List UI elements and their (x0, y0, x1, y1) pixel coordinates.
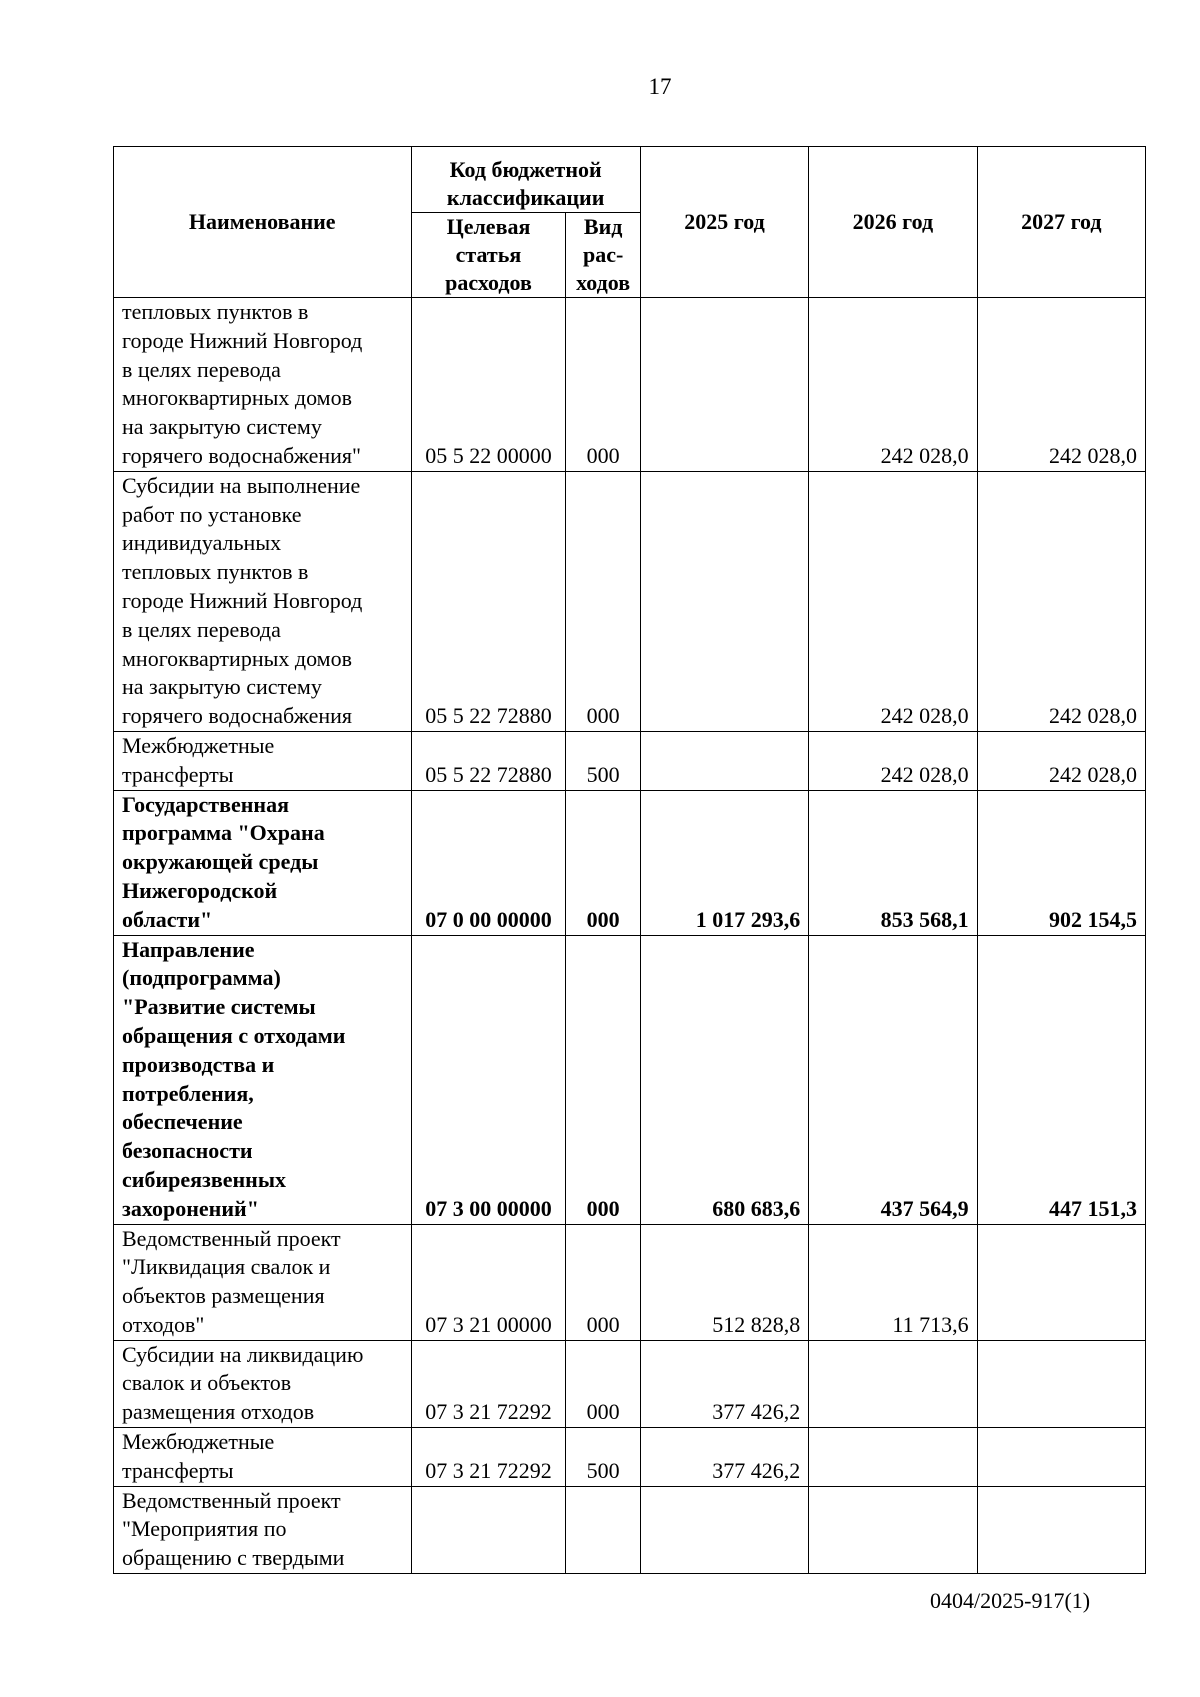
cell-name (114, 1340, 412, 1427)
cell-target-article: 05 5 22 72880 (411, 731, 566, 790)
cell-expense-type: 000 (566, 298, 640, 472)
table-row (114, 935, 1146, 1224)
row-name-text: Ведомственный проект "Ликвидация свалок и объектов размещения отходов" (122, 1225, 341, 1337)
cell-2025 (640, 471, 808, 731)
table-row (114, 731, 1146, 790)
header-year-2025: 2025 год (640, 147, 808, 298)
cell-name (114, 471, 412, 731)
cell-2025: 512 828,8 (640, 1224, 808, 1340)
cell-2026: 242 028,0 (809, 298, 977, 472)
row-name-text: Государственная программа "Охрана окружающей среды Нижегородской области" (122, 791, 325, 932)
cell-2026: 242 028,0 (809, 471, 977, 731)
cell-2027: 242 028,0 (977, 471, 1145, 731)
cell-name (114, 298, 412, 472)
cell-expense-type: 000 (566, 790, 640, 935)
header-budget-code: Код бюджетной классификации (411, 147, 640, 213)
table-row (114, 790, 1146, 935)
cell-expense-type: 500 (566, 731, 640, 790)
cell-2026: 853 568,1 (809, 790, 977, 935)
cell-target-article: 07 3 21 00000 (411, 1224, 566, 1340)
cell-2027: 242 028,0 (977, 731, 1145, 790)
cell-name (114, 731, 412, 790)
header-year-2026: 2026 год (809, 147, 977, 298)
cell-target-article: 05 5 22 00000 (411, 298, 566, 472)
header-year-2027: 2027 год (977, 147, 1145, 298)
cell-2026: 11 713,6 (809, 1224, 977, 1340)
cell-2027 (977, 1224, 1145, 1340)
cell-2025 (640, 298, 808, 472)
cell-2025: 1 017 293,6 (640, 790, 808, 935)
cell-expense-type: 500 (566, 1428, 640, 1487)
document-code: 0404/2025-917(1) (930, 1588, 1091, 1613)
table-row (114, 1340, 1146, 1427)
cell-2027 (977, 1428, 1145, 1487)
cell-target-article: 05 5 22 72880 (411, 471, 566, 731)
cell-name (114, 1428, 412, 1487)
cell-expense-type: 000 (566, 1224, 640, 1340)
cell-name (114, 935, 412, 1224)
row-name-text: Субсидии на ликвидацию свалок и объектов размещения отходов (122, 1341, 364, 1425)
table-row (114, 1224, 1146, 1340)
cell-2026 (809, 1428, 977, 1487)
row-name-text: Межбюджетные трансферты (122, 732, 275, 787)
cell-name (114, 1224, 412, 1340)
row-name-text: Направление (подпрограмма) "Развитие системы обращения с отходами производства и потребления, обеспечение безопасности сибиреязвенных захоронений" (122, 936, 346, 1221)
cell-2026 (809, 1340, 977, 1427)
cell-2026 (809, 1486, 977, 1573)
cell-expense-type (566, 1486, 640, 1573)
budget-table (113, 146, 1146, 1574)
cell-target-article: 07 3 00 00000 (411, 935, 566, 1224)
table-row (114, 1428, 1146, 1487)
page-number: 17 (648, 74, 672, 99)
cell-2026: 242 028,0 (809, 731, 977, 790)
row-name-text: тепловых пунктов в городе Нижний Новгород в целях перевода многоквартирных домов на закрытую систему горячего водоснабжения" (122, 299, 363, 468)
cell-2026: 437 564,9 (809, 935, 977, 1224)
row-name-text: Ведомственный проект "Мероприятия по обращению с твердыми (122, 1487, 345, 1571)
cell-2025: 377 426,2 (640, 1428, 808, 1487)
row-name-text: Субсидии на выполнение работ по установке индивидуальных тепловых пунктов в городе Нижний Новгород в целях перевода многоквартирных домов на закрытую систему горячего водоснабжения (122, 472, 363, 729)
table-row (114, 1486, 1146, 1573)
header-name: Наименование (114, 147, 412, 298)
table-row (114, 471, 1146, 731)
cell-expense-type: 000 (566, 935, 640, 1224)
cell-2025 (640, 731, 808, 790)
row-name-text: Межбюджетные трансферты (122, 1429, 275, 1483)
cell-target-article: 07 3 21 72292 (411, 1428, 566, 1487)
cell-2025: 377 426,2 (640, 1340, 808, 1427)
cell-2027: 242 028,0 (977, 298, 1145, 472)
cell-2027: 902 154,5 (977, 790, 1145, 935)
header-target-article: Целевая статья расходов (411, 213, 566, 298)
cell-2025 (640, 1486, 808, 1573)
cell-target-article (411, 1486, 566, 1573)
cell-target-article: 07 3 21 72292 (411, 1340, 566, 1427)
cell-2027 (977, 1486, 1145, 1573)
cell-2027: 447 151,3 (977, 935, 1145, 1224)
cell-2025: 680 683,6 (640, 935, 808, 1224)
cell-expense-type: 000 (566, 471, 640, 731)
cell-expense-type: 000 (566, 1340, 640, 1427)
cell-name (114, 1486, 412, 1573)
header-expense-type: Вид рас-ходов (566, 213, 640, 298)
cell-target-article: 07 0 00 00000 (411, 790, 566, 935)
cell-name (114, 790, 412, 935)
cell-2027 (977, 1340, 1145, 1427)
table-row (114, 298, 1146, 472)
